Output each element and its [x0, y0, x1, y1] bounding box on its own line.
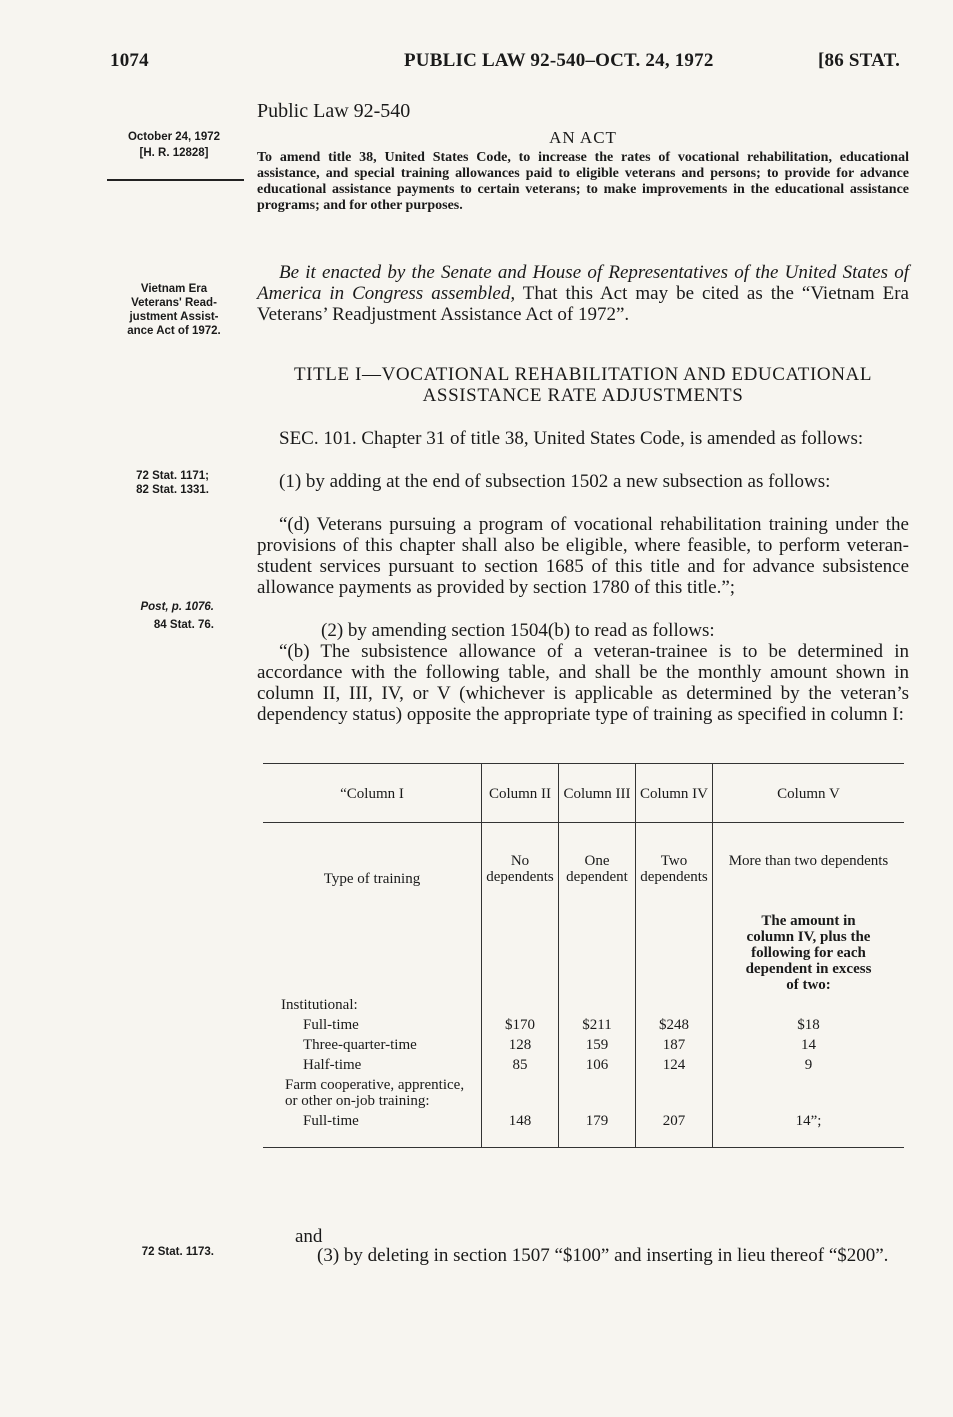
cite-line: Post, p. 1076.	[140, 601, 214, 613]
group-label: Institutional:	[281, 997, 358, 1013]
sidebar-rule	[107, 179, 244, 181]
col-header: Column III	[559, 764, 636, 823]
cell: 148	[482, 1111, 559, 1148]
paragraph-3	[257, 1245, 909, 1266]
statute-reference: [86 STAT.	[818, 50, 901, 71]
cite-line: 72 Stat. 1171;	[136, 470, 209, 482]
table-row	[263, 1015, 904, 1035]
cell: $211	[559, 1015, 636, 1035]
and-connector: and	[295, 1226, 323, 1247]
cell: 207	[636, 1111, 713, 1148]
short-title-line: Vietnam Era	[140, 283, 208, 295]
cell: 187	[636, 1035, 713, 1055]
sub-header: One dependent	[559, 823, 636, 996]
sidebar-cite-2	[92, 600, 214, 632]
table-row	[263, 1055, 904, 1075]
sidebar-date: October 24, 1972	[127, 131, 221, 143]
an-act-label: AN ACT	[549, 128, 617, 147]
col-header: Column IV	[636, 764, 713, 823]
cell: 85	[482, 1055, 559, 1075]
col-header: Column V	[713, 764, 905, 823]
sub-header: Type of training	[323, 871, 421, 887]
cell: 159	[559, 1035, 636, 1055]
cell: $248	[636, 1015, 713, 1035]
sub-header	[713, 823, 905, 996]
public-law-number: Public Law 92-540	[257, 100, 411, 122]
row-label: Three-quarter-time	[303, 1037, 417, 1053]
row-label: Half-time	[303, 1057, 362, 1073]
col-header: “Column I	[263, 764, 482, 823]
cell: $170	[482, 1015, 559, 1035]
section-101: SEC. 101. Chapter 31 of title 38, United States Code, is amended as follows:	[279, 428, 864, 449]
cite-line: 82 Stat. 1331.	[136, 484, 209, 496]
table-row	[263, 1035, 904, 1055]
quote-subsection-b: “(b) The subsistence allowance of a veteran-trainee is to be determined in accordance with the following table, and shall be the monthly amount shown in column II, III, IV, or V (whichever is applicable as determined by the veteran’s dependency status) opposite the appropriate type of training as specified in column I:	[257, 641, 909, 725]
col-header: Column II	[482, 764, 559, 823]
col5-header: More than two dependents	[728, 853, 889, 869]
table-row	[263, 1111, 904, 1148]
cell: 9	[713, 1055, 905, 1075]
sub-header: No dependents	[482, 823, 559, 996]
enacting-italic: Be it enacted by the Senate and House of Representatives of the United States of America in Congress assembled,	[257, 262, 909, 304]
paragraph-3-text: (3) by deleting in section 1507 “$100” and inserting in lieu thereof “$200”.	[317, 1245, 889, 1266]
act-purpose: To amend title 38, United States Code, to increase the rates of vocational rehabilitation, educational assistance, and special training allowances paid to eligible veterans and persons; to provide for advance educational assistance payments to certain veterans; to make improvements in the educational assistance programs; and for other purposes.	[257, 150, 909, 213]
sidebar-cite-3: 72 Stat. 1173.	[141, 1246, 214, 1258]
short-title-line: ance Act of 1972.	[127, 325, 221, 337]
sidebar-cite-1	[92, 469, 209, 497]
cell: 124	[636, 1055, 713, 1075]
cite-line: 84 Stat. 76.	[153, 619, 214, 631]
short-title-line: justment Assist-	[129, 311, 219, 323]
title-heading: TITLE I—VOCATIONAL REHABILITATION AND EDUCATIONAL ASSISTANCE RATE ADJUSTMENTS	[293, 364, 873, 406]
cell: 14	[713, 1035, 905, 1055]
paragraph-1: (1) by adding at the end of subsection 1502 a new subsection as follows:	[279, 471, 831, 492]
quote-subsection-d: “(d) Veterans pursuing a program of vocational rehabilitation training under the provisions of this chapter shall also be eligible, where feasible, to perform veteran-student services pursuant to section 1685 of this title and for advance subsistence allowance payments as provided by section 1780 of this title.”;	[257, 514, 909, 598]
running-title: PUBLIC LAW 92-540–OCT. 24, 1972	[404, 50, 714, 71]
subsistence-allowance-table	[263, 763, 904, 1148]
short-title-line: Veterans' Read-	[131, 297, 217, 309]
row-label: Full-time	[303, 1017, 359, 1033]
cell: 14”;	[713, 1111, 905, 1148]
page-number: 1074	[110, 50, 149, 71]
enacting-rest: That this Act may be cited as the “Vietnam Era Veterans’ Readjustment Assistance Act of 1972”.	[257, 283, 909, 325]
cell: 128	[482, 1035, 559, 1055]
sub-header: Two dependents	[636, 823, 713, 996]
group-label: Farm cooperative, apprentice, or other on-job training:	[285, 1077, 465, 1109]
col5-note: The amount in column IV, plus the following for each dependent in excess of two:	[745, 913, 872, 993]
paragraph-2: (2) by amending section 1504(b) to read as follows:	[321, 620, 715, 641]
row-label: Full-time	[263, 1111, 482, 1148]
sidebar-short-title	[104, 282, 244, 338]
sidebar-bill: [H. R. 12828]	[139, 147, 209, 159]
cell: 106	[559, 1055, 636, 1075]
cell: $18	[713, 1015, 905, 1035]
cell: 179	[559, 1111, 636, 1148]
enacting-clause	[257, 262, 909, 325]
